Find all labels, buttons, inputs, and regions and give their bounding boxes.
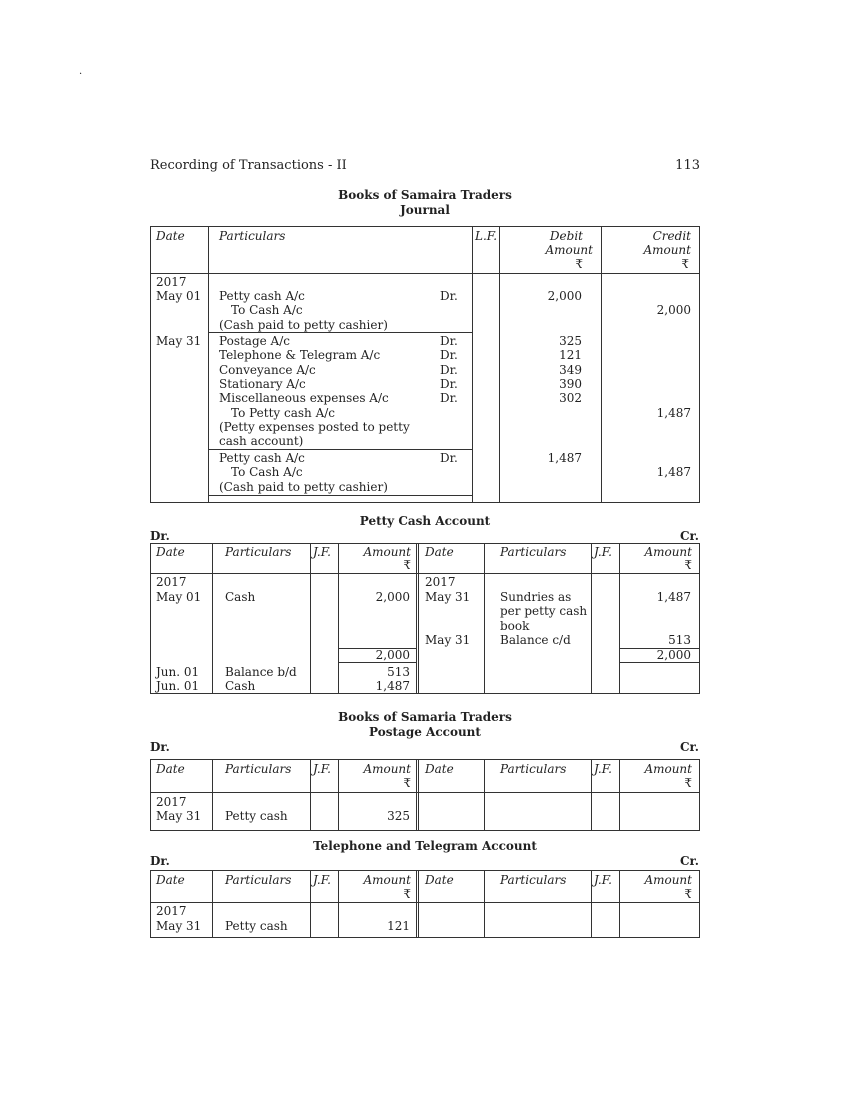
cr-amount: 1,487 xyxy=(656,590,691,604)
postage-particulars: Petty cash xyxy=(225,809,288,823)
entry2-line: Telephone & Telegram A/c xyxy=(219,348,381,362)
dr-amount: 1,487 xyxy=(375,679,410,693)
dr-amount: 2,000 xyxy=(375,590,410,604)
petty-cash-cr: Cr. xyxy=(680,529,699,543)
telephone-amount: 121 xyxy=(387,919,410,933)
telephone-particulars: Petty cash xyxy=(225,919,288,933)
ledger-header-amount: Amount xyxy=(363,545,411,559)
cr-total: 2,000 xyxy=(656,648,691,662)
cr-amount: 513 xyxy=(668,633,691,647)
ledger-header-amount: Amount xyxy=(644,545,692,559)
journal-header-debit-amount: Amount xyxy=(545,243,593,257)
cr-particulars: Sundries as xyxy=(500,590,572,604)
dr-date: May 01 xyxy=(156,590,202,604)
entry2-amount: 302 xyxy=(559,391,582,405)
ledger-header-jf: J.F. xyxy=(594,762,612,776)
petty-cash-dr: Dr. xyxy=(150,529,170,543)
ledger-header-date: Date xyxy=(156,545,185,559)
rupee-icon: ₹ xyxy=(684,887,692,901)
entry2-line: Postage A/c xyxy=(219,334,290,348)
entry2-credit: 1,487 xyxy=(656,406,691,420)
ledger-header-jf: J.F. xyxy=(594,545,612,559)
dr-particulars: Balance b/d xyxy=(225,665,297,679)
entry2-dr: Dr. xyxy=(440,377,458,391)
entry2-line: Stationary A/c xyxy=(219,377,306,391)
page-mark: . xyxy=(79,66,83,77)
entry2-dr: Dr. xyxy=(440,363,458,377)
entry3-debit: 1,487 xyxy=(547,451,582,465)
postage-table xyxy=(150,759,700,831)
entry2-dr: Dr. xyxy=(440,334,458,348)
ledger-header-jf: J.F. xyxy=(594,873,612,887)
rupee-icon: ₹ xyxy=(403,776,411,790)
telephone-table xyxy=(150,870,700,938)
postage-book-title: Books of Samaria Traders xyxy=(338,710,512,724)
journal-year: 2017 xyxy=(156,275,187,289)
rupee-icon: ₹ xyxy=(575,257,583,271)
entry3-credit: 1,487 xyxy=(656,465,691,479)
entry1-date: May 01 xyxy=(156,289,202,303)
rupee-icon: ₹ xyxy=(681,257,689,271)
petty-cash-title: Petty Cash Account xyxy=(359,514,491,528)
entry3-narration: (Cash paid to petty cashier) xyxy=(219,480,388,494)
ledger-header-date: Date xyxy=(425,873,454,887)
ledger-header-particulars: Particulars xyxy=(225,545,292,559)
journal-header-credit-amount: Amount xyxy=(643,243,691,257)
ledger-header-jf: J.F. xyxy=(313,545,331,559)
ledger-header-date: Date xyxy=(156,873,185,887)
running-header: Recording of Transactions - II xyxy=(150,158,347,173)
ledger-header-date: Date xyxy=(425,545,454,559)
entry3-debit-account: Petty cash A/c xyxy=(219,451,305,465)
entry2-line: Conveyance A/c xyxy=(219,363,316,377)
entry2-amount: 325 xyxy=(559,334,582,348)
entry3-dr: Dr. xyxy=(440,451,458,465)
entry1-dr: Dr. xyxy=(440,289,458,303)
telephone-year: 2017 xyxy=(156,904,187,918)
ledger-header-date: Date xyxy=(425,762,454,776)
ledger-header-particulars: Particulars xyxy=(225,873,292,887)
journal-header-lf: L.F. xyxy=(475,229,498,243)
ledger-header-amount: Amount xyxy=(363,762,411,776)
telephone-dr: Dr. xyxy=(150,854,170,868)
entry2-credit-account: To Petty cash A/c xyxy=(231,406,335,420)
cr-particulars: book xyxy=(500,619,530,633)
entry2-amount: 390 xyxy=(559,377,582,391)
entry1-debit: 2,000 xyxy=(547,289,582,303)
dr-date: Jun. 01 xyxy=(156,679,200,693)
postage-cr: Cr. xyxy=(680,740,699,754)
ledger-header-amount: Amount xyxy=(363,873,411,887)
dr-amount: 513 xyxy=(387,665,410,679)
ledger-header-particulars: Particulars xyxy=(500,762,567,776)
dr-date: Jun. 01 xyxy=(156,665,200,679)
postage-title: Postage Account xyxy=(369,725,481,739)
postage-year: 2017 xyxy=(156,795,187,809)
postage-amount: 325 xyxy=(387,809,410,823)
telephone-title: Telephone and Telegram Account xyxy=(313,839,537,853)
cr-year: 2017 xyxy=(425,575,456,589)
entry1-credit-account: To Cash A/c xyxy=(231,303,303,317)
ledger-header-jf: J.F. xyxy=(313,762,331,776)
postage-dr: Dr. xyxy=(150,740,170,754)
entry2-dr: Dr. xyxy=(440,391,458,405)
entry2-amount: 349 xyxy=(559,363,582,377)
ledger-header-particulars: Particulars xyxy=(225,762,292,776)
petty-cash-table xyxy=(150,543,700,694)
journal-table xyxy=(150,226,700,503)
rupee-icon: ₹ xyxy=(403,558,411,572)
journal-header-debit: Debit xyxy=(549,229,583,243)
entry1-debit-account: Petty cash A/c xyxy=(219,289,305,303)
journal-subtitle: Journal xyxy=(400,203,450,217)
dr-particulars: Cash xyxy=(225,590,256,604)
ledger-header-amount: Amount xyxy=(644,762,692,776)
telephone-date: May 31 xyxy=(156,919,202,933)
cr-date: May 31 xyxy=(425,633,471,647)
ledger-header-particulars: Particulars xyxy=(500,545,567,559)
rupee-icon: ₹ xyxy=(684,776,692,790)
dr-year: 2017 xyxy=(156,575,187,589)
entry2-narration: cash account) xyxy=(219,434,304,448)
cr-particulars: Balance c/d xyxy=(500,633,571,647)
ledger-header-particulars: Particulars xyxy=(500,873,567,887)
entry2-amount: 121 xyxy=(559,348,582,362)
postage-date: May 31 xyxy=(156,809,202,823)
ledger-header-amount: Amount xyxy=(644,873,692,887)
entry2-narration: (Petty expenses posted to petty xyxy=(219,420,410,434)
journal-title: Books of Samaira Traders xyxy=(338,188,512,202)
dr-total: 2,000 xyxy=(375,648,410,662)
telephone-cr: Cr. xyxy=(680,854,699,868)
rupee-icon: ₹ xyxy=(684,558,692,572)
journal-header-credit: Credit xyxy=(652,229,691,243)
entry3-credit-account: To Cash A/c xyxy=(231,465,303,479)
cr-particulars: per petty cash xyxy=(500,604,588,618)
entry1-narration: (Cash paid to petty cashier) xyxy=(219,318,388,332)
entry2-line: Miscellaneous expenses A/c xyxy=(219,391,389,405)
ledger-header-date: Date xyxy=(156,762,185,776)
dr-particulars: Cash xyxy=(225,679,256,693)
ledger-header-jf: J.F. xyxy=(313,873,331,887)
journal-header-particulars: Particulars xyxy=(219,229,286,243)
page-number: 113 xyxy=(675,158,700,173)
rupee-icon: ₹ xyxy=(403,887,411,901)
entry2-dr: Dr. xyxy=(440,348,458,362)
journal-header-date: Date xyxy=(156,229,185,243)
cr-date: May 31 xyxy=(425,590,471,604)
entry1-credit: 2,000 xyxy=(656,303,691,317)
entry2-date: May 31 xyxy=(156,334,202,348)
